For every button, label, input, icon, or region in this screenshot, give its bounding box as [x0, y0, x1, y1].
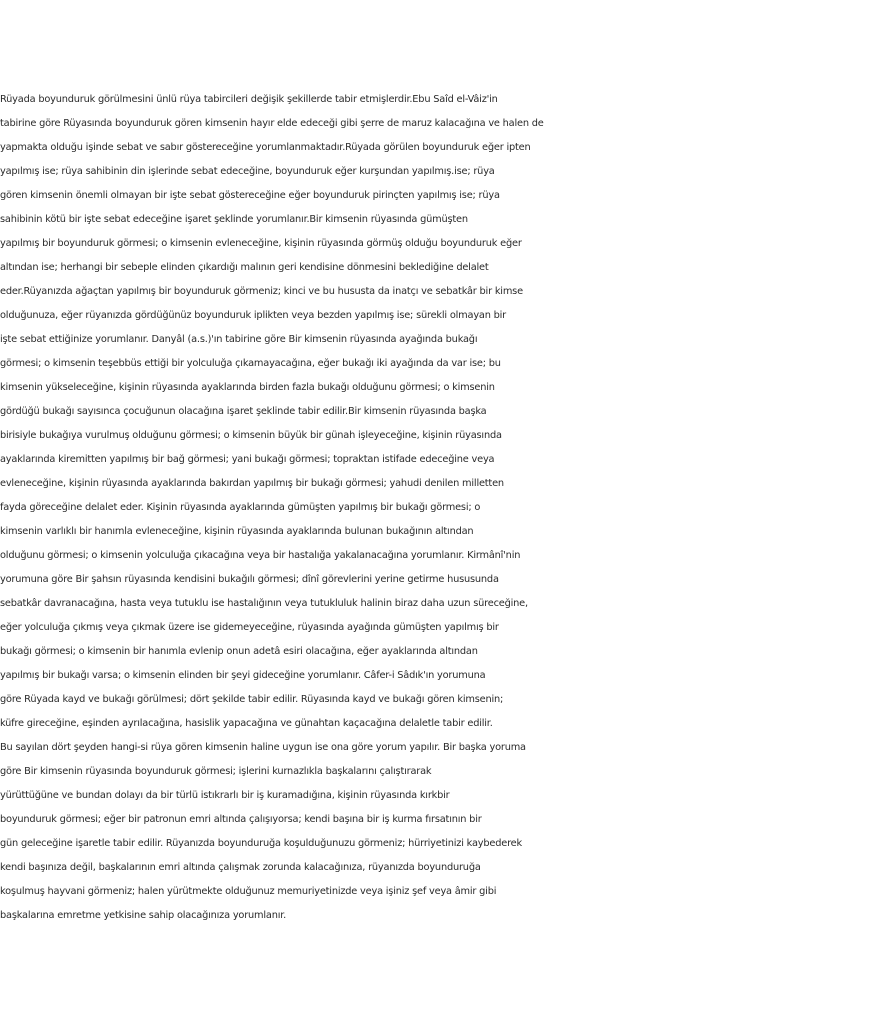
text-line: Rüyada boyunduruk görülmesini ünlü rüya tabircileri değişik şekillerde tabir etmişlerdir.Ebu Saîd el-Vâiz'in	[0, 94, 498, 105]
text-line: gören kimsenin önemli olmayan bir işte sebat göstereceğine eğer boyunduruk pirinçten yapılmış ise; rüya	[0, 190, 500, 201]
text-line: koşulmuş hayvani görmeniz; halen yürütmekte olduğunuz memuriyetinizde veya işiniz şef veya âmir gibi	[0, 886, 497, 897]
text-line: eğer yolculuğa çıkmış veya çıkmak üzere ise gidemeyeceğine, rüyasında ayağında gümüşten yapılmış bir	[0, 622, 499, 633]
text-line: Bu sayılan dört şeyden hangi-si rüya gören kimsenin haline uygun ise ona göre yorum yapılır. Bir başka yoruma	[0, 742, 526, 753]
text-line: tabirine göre Rüyasında boyunduruk gören kimsenin hayır elde edeceği gibi şerre de maruz kalacağına ve halen de	[0, 118, 544, 129]
text-line: sebatkâr davranacağına, hasta veya tutuklu ise hastalığının veya tutukluluk halinin biraz daha uzun süreceğine,	[0, 598, 528, 609]
text-line: küfre gireceğine, eşinden ayrılacağına, hasislik yapacağına ve günahtan kaçacağına delaletle tabir edilir.	[0, 718, 493, 729]
text-line: altından ise; herhangi bir sebeple elinden çıkardığı malının geri kendisine dönmesini beklediğine delalet	[0, 262, 489, 273]
text-line: başkalarına emretme yetkisine sahip olacağınıza yorumlanır.	[0, 910, 287, 921]
text-line: evleneceğine, kişinin rüyasında ayaklarında bakırdan yapılmış bir bukağı görmesi; yahudi denilen milletten	[0, 478, 504, 489]
text-line: ayaklarında kiremitten yapılmış bir bağ görmesi; yani bukağı görmesi; topraktan istifade edeceğine veya	[0, 454, 495, 465]
text-line: gün geleceğine işaretle tabir edilir. Rüyanızda boyunduruğa koşulduğunuzu görmeniz; hürriyetinizi kaybederek	[0, 838, 522, 849]
text-line: birisiyle bukağıya vurulmuş olduğunu görmesi; o kimsenin büyük bir günah işleyeceğine, kişinin rüyasında	[0, 430, 502, 441]
text-line: fayda göreceğine delalet eder. Kişinin rüyasında ayaklarında gümüşten yapılmış bir bukağı görmesi; o	[0, 502, 481, 513]
text-line: yapılmış bir bukağı varsa; o kimsenin elinden bir şeyi gideceğine yorumlanır. Câfer-i Sâdık'ın yorumuna	[0, 670, 486, 681]
text-line: kendi başınıza değil, başkalarının emri altında çalışmak zorunda kalacağınıza, rüyanızda boyunduruğa	[0, 862, 481, 873]
text-line: kimsenin yükseleceğine, kişinin rüyasında ayaklarında birden fazla bukağı olduğunu görmesi; o kimsenin	[0, 382, 495, 393]
text-line: yorumuna göre Bir şahsın rüyasında kendisini bukağılı görmesi; dînî görevlerini yerine getirme hususunda	[0, 574, 499, 585]
text-line: göre Bir kimsenin rüyasında boyunduruk görmesi; işlerini kurnazlıkla başkalarını çalıştırarak	[0, 766, 432, 777]
text-line: olduğunuza, eğer rüyanızda gördüğünüz boyunduruk iplikten veya bezden yapılmış ise; sürekli olmayan bir	[0, 310, 507, 321]
text-line: kimsenin varlıklı bir hanımla evleneceğine, kişinin rüyasında ayaklarında bulunan bukağının altından	[0, 526, 474, 537]
text-line: görmesi; o kimsenin teşebbüs ettiği bir yolculuğa çıkamayacağına, eğer bukağı iki ayağında da var ise; bu	[0, 358, 501, 369]
text-line: yapılmış bir boyunduruk görmesi; o kimsenin evleneceğine, kişinin rüyasında görmüş olduğu boyunduruk eğer	[0, 238, 522, 249]
text-line: işte sebat ettiğinize yorumlanır. Danyâl (a.s.)'ın tabirine göre Bir kimsenin rüyasında ayağında bukağı	[0, 334, 478, 345]
text-line: bukağı görmesi; o kimsenin bir hanımla evlenip onun adetâ esiri olacağına, eğer ayaklarında altından	[0, 646, 478, 657]
text-line: olduğunu görmesi; o kimsenin yolculuğa çıkacağına veya bir hastalığa yakalanacağına yorumlanır. Kirmânî'nin	[0, 550, 521, 561]
text-line: yürüttüğüne ve bundan dolayı da bir türlü istıkrarlı bir iş kuramadığına, kişinin rüyasında kırkbir	[0, 790, 450, 801]
text-line: yapmakta olduğu işinde sebat ve sabır göstereceğine yorumlanmaktadır.Rüyada görülen boyunduruk eğer ipten	[0, 142, 531, 153]
article-body	[0, 88, 880, 928]
text-line: yapılmış ise; rüya sahibinin din işlerinde sebat edeceğine, boyunduruk eğer kurşundan yapılmış.ise; rüya	[0, 166, 495, 177]
text-line: göre Rüyada kayd ve bukağı görülmesi; dört şekilde tabir edilir. Rüyasında kayd ve bukağı gören kimsenin;	[0, 694, 504, 705]
text-line: eder.Rüyanızda ağaçtan yapılmış bir boyunduruk görmeniz; kinci ve bu hususta da inatçı ve sebatkâr bir kimse	[0, 286, 523, 297]
text-line: sahibinin kötü bir işte sebat edeceğine işaret şeklinde yorumlanır.Bir kimsenin rüyasında gümüşten	[0, 214, 468, 225]
text-line: boyunduruk görmesi; eğer bir patronun emri altında çalışıyorsa; kendi başına bir iş kurma fırsatının bir	[0, 814, 482, 825]
text-line: gördüğü bukağı sayısınca çocuğunun olacağına işaret şeklinde tabir edilir.Bir kimsenin rüyasında başka	[0, 406, 487, 417]
